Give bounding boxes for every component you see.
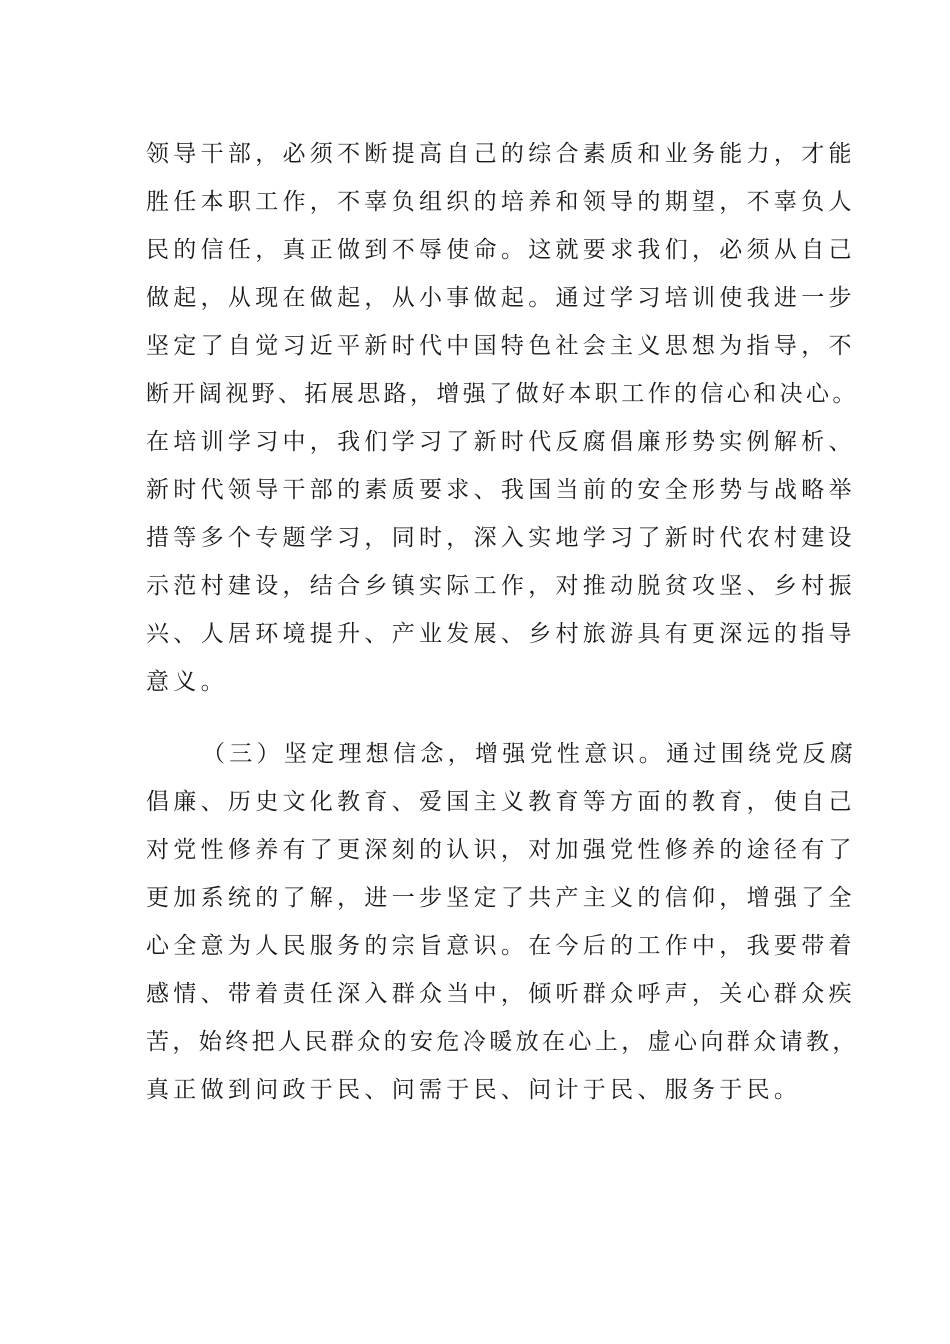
paragraph-line: 胜任本职工作，不辜负组织的培养和领导的期望，不辜负人: [146, 189, 856, 215]
paragraph-line: （三）坚定理想信念，增强党性意识。通过围绕党反腐: [202, 741, 858, 767]
paragraph-line: 领导干部，必须不断提高自己的综合素质和业务能力，才能: [146, 141, 856, 167]
paragraph-line: 兴、人居环境提升、产业发展、乡村旅游具有更深远的指导: [146, 621, 856, 647]
paragraph-line: 苦，始终把人民群众的安危冷暖放在心上，虚心向群众请教，: [146, 1029, 859, 1055]
paragraph-line: 心全意为人民服务的宗旨意识。在今后的工作中，我要带着: [146, 933, 856, 959]
paragraph-line: 更加系统的了解，进一步坚定了共产主义的信仰，增强了全: [146, 885, 856, 911]
paragraph-line: 对党性修养有了更深刻的认识，对加强党性修养的途径有了: [146, 837, 856, 863]
paragraph-line: 示范村建设，结合乡镇实际工作，对推动脱贫攻坚、乡村振: [146, 573, 856, 599]
paragraph-line: 在培训学习中，我们学习了新时代反腐倡廉形势实例解析、: [146, 429, 856, 455]
paragraph-line: 倡廉、历史文化教育、爱国主义教育等方面的教育，使自己: [146, 789, 856, 815]
paragraph-line: 感情、带着责任深入群众当中，倾听群众呼声，关心群众疾: [146, 981, 856, 1007]
paragraph-line: 措等多个专题学习，同时，深入实地学习了新时代农村建设: [146, 525, 856, 551]
paragraph-line: 意义。: [146, 669, 228, 695]
paragraph-line: 真正做到问政于民、问需于民、问计于民、服务于民。: [146, 1077, 802, 1103]
paragraph-line: 坚定了自觉习近平新时代中国特色社会主义思想为指导，不: [146, 333, 856, 359]
paragraph-line: 断开阔视野、拓展思路，增强了做好本职工作的信心和决心。: [146, 381, 859, 407]
paragraph-line: 民的信任，真正做到不辱使命。这就要求我们，必须从自己: [146, 237, 856, 263]
paragraph-line: 新时代领导干部的素质要求、我国当前的安全形势与战略举: [146, 477, 856, 503]
paragraph-line: 做起，从现在做起，从小事做起。通过学习培训使我进一步: [146, 285, 856, 311]
